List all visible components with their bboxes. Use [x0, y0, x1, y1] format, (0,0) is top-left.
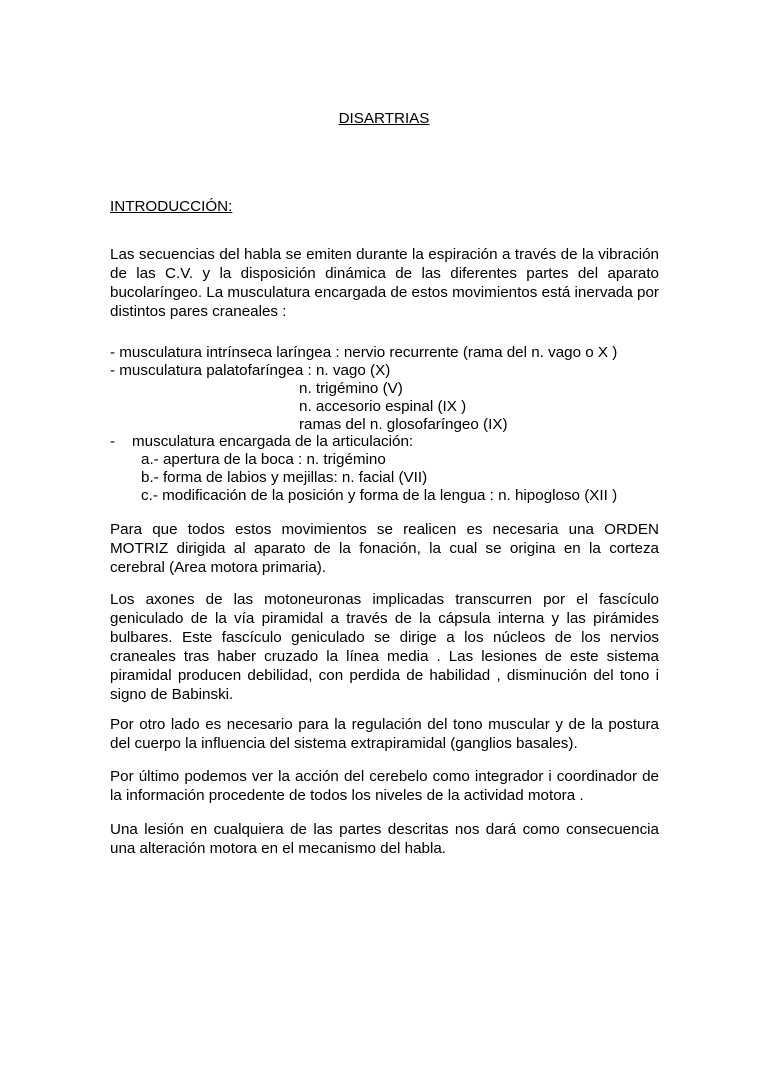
- paragraph-cerebelo: Por último podemos ver la acción del cerebelo como integrador i coordinador de la información procedente de todos los niveles de la actividad motora .: [110, 768, 659, 804]
- document-title: DISARTRIAS: [338, 110, 430, 127]
- list-subitem-lengua: c.- modificación de la posición y forma de la lengua : n. hipogloso (XII ): [141, 487, 618, 504]
- intro-paragraph: Las secuencias del habla se emiten durante la espiración a través de la vibración de las C.V. y la disposición dinámica de las diferentes partes del aparato bucolaríngeo. La musculatura encargada de estos movimientos está inervada por distintos pares craneales :: [110, 246, 659, 320]
- paragraph-orden-motriz: Para que todos estos movimientos se realicen es necesaria una ORDEN MOTRIZ dirigida al aparato de la fonación, la cual se origina en la corteza cerebral (Area motora primaria).: [110, 521, 659, 576]
- list-subitem-boca: a.- apertura de la boca : n. trigémino: [141, 451, 386, 468]
- list-item-palatopharyngeal: - musculatura palatofaríngea : n. vago (X): [110, 362, 391, 379]
- list-item-intrinsic: - musculatura intrínseca laríngea : nervio recurrente (rama del n. vago o X ): [110, 344, 618, 361]
- list-subitem-accesorio: n. accesorio espinal (IX ): [299, 398, 467, 415]
- paragraph-extrapiramidal: Por otro lado es necesario para la regulación del tono muscular y de la postura del cuerpo la influencia del sistema extrapiramidal (ganglios basales).: [110, 716, 659, 752]
- paragraph-lesion: Una lesión en cualquiera de las partes descritas nos dará como consecuencia una alteración motora en el mecanismo del habla.: [110, 821, 659, 857]
- list-bullet-dash: -: [110, 433, 116, 450]
- list-subitem-labios: b.- forma de labios y mejillas: n. facial (VII): [141, 469, 428, 486]
- paragraph-axones: Los axones de las motoneuronas implicadas transcurren por el fascículo geniculado de la vía piramidal a través de la cápsula interna y las pirámides bulbares. Este fascículo geniculado se dirige a los núcleos de los nervios craneales tras haber cruzado la línea media . Las lesiones de este sistema piramidal producen debilidad, con perdida de habilidad , disminución del tono i signo de Babinski.: [110, 591, 659, 703]
- list-subitem-glosofaringeo: ramas del n. glosofaríngeo (IX): [299, 416, 508, 433]
- section-heading: INTRODUCCIÓN:: [110, 198, 233, 215]
- list-item-articulation: musculatura encargada de la articulación:: [132, 433, 414, 450]
- list-subitem-trigemino: n. trigémino (V): [299, 380, 403, 397]
